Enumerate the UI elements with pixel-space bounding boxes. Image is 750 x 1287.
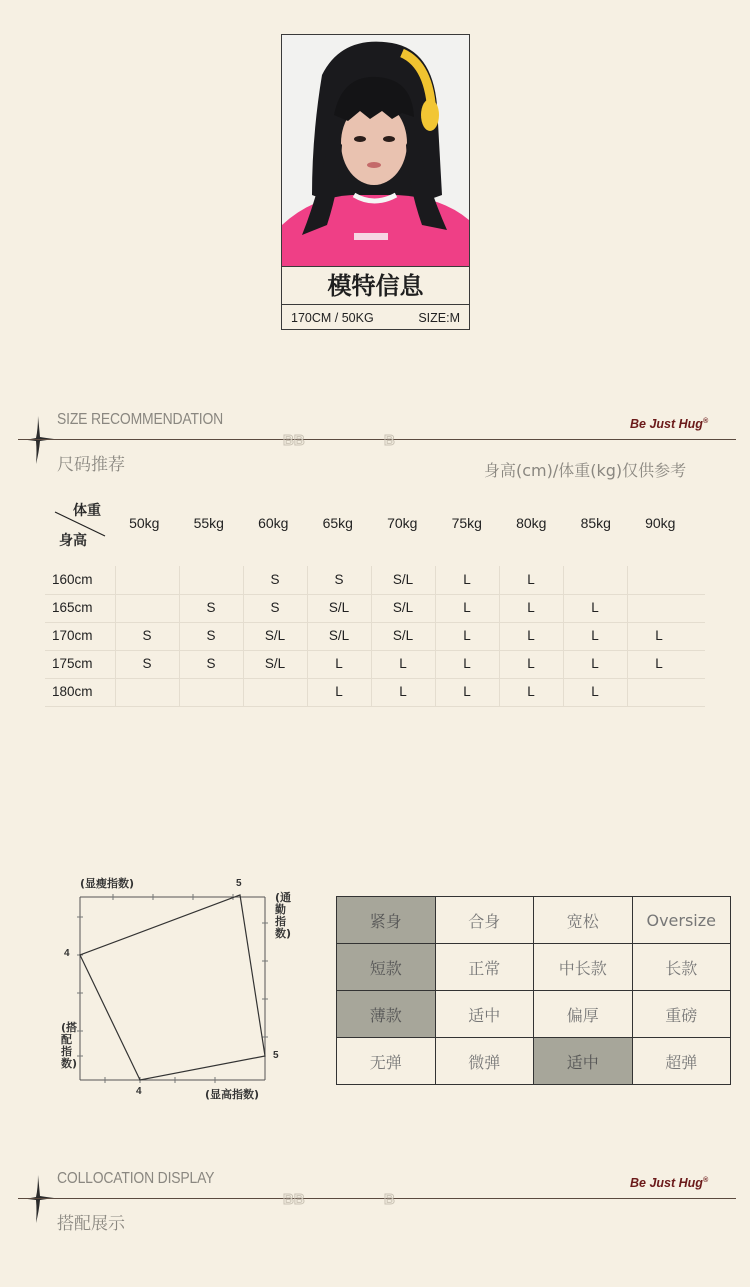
table-row (45, 566, 705, 595)
size-cell (179, 566, 243, 594)
size-cell (243, 678, 307, 706)
size-cell (627, 594, 691, 622)
size-cell (627, 566, 691, 594)
size-cell: S/L (264, 628, 286, 643)
brand-mark: ® (702, 1176, 709, 1184)
size-cell: L (335, 656, 343, 671)
weight-header-cell: 60kg (258, 515, 289, 531)
size-cell (115, 594, 179, 622)
size-cell: L (527, 684, 535, 699)
brand-logo (630, 1176, 708, 1190)
table-row (45, 622, 705, 651)
size-cell: L (591, 684, 599, 699)
attribute-cell: 中长款 (534, 944, 633, 991)
size-cell: S (206, 628, 216, 643)
weight-header-row (110, 515, 705, 535)
svg-text:BB: BB (283, 1191, 305, 1207)
svg-text:B: B (384, 1191, 395, 1207)
attribute-row (337, 897, 731, 944)
attribute-row (337, 944, 731, 991)
weight-header-cell: 55kg (193, 515, 224, 531)
fit-attribute-table (336, 896, 731, 1085)
attribute-cell: 长款 (632, 944, 731, 991)
row-height-label: 165cm (52, 600, 93, 615)
model-measurements (282, 304, 469, 331)
weight-header-cell: 65kg (322, 515, 353, 531)
weight-header-cell: 85kg (580, 515, 611, 531)
weight-header-cell: 80kg (516, 515, 547, 531)
radar-label-commute: (通勤指数) (275, 891, 292, 940)
svg-text:B: B (384, 432, 395, 448)
attribute-cell: 合身 (435, 897, 534, 944)
size-cell: S/L (328, 628, 350, 643)
size-cell: S/L (392, 572, 414, 587)
size-cell: S (270, 600, 280, 615)
attribute-cell: 超弹 (632, 1038, 731, 1085)
size-cell (627, 678, 691, 706)
size-cell: L (335, 684, 343, 699)
model-height-weight: 170CM / 50KG (291, 311, 374, 325)
weight-header-cell: 90kg (645, 515, 676, 531)
size-cell: L (463, 572, 471, 587)
weight-header-cell: 75kg (451, 515, 482, 531)
size-cell: S (206, 600, 216, 615)
radar-value-height: 4 (136, 1086, 142, 1097)
table-row (45, 678, 705, 707)
radar-value-slimming: 5 (236, 878, 242, 889)
size-cell: L (591, 628, 599, 643)
attribute-cell: 重磅 (632, 991, 731, 1038)
size-cell: L (591, 656, 599, 671)
size-cell: L (655, 628, 663, 643)
section-divider (18, 1198, 736, 1199)
b-logo-icon (384, 1191, 400, 1211)
row-height-label: 175cm (52, 656, 93, 671)
bb-logo-icon (283, 432, 313, 452)
size-cell: L (463, 656, 471, 671)
model-title: 模特信息 (282, 266, 469, 305)
attribute-row (337, 991, 731, 1038)
collocation-section-title-cn: 搭配展示 (57, 1214, 125, 1234)
size-cell: S (334, 572, 344, 587)
radar-value-commute: 5 (273, 1050, 279, 1061)
size-cell: L (463, 684, 471, 699)
row-height-label: 180cm (52, 684, 93, 699)
size-cell: L (527, 628, 535, 643)
model-info-card (281, 34, 470, 330)
row-height-label: 170cm (52, 628, 93, 643)
size-cell (115, 566, 179, 594)
size-cell: L (527, 600, 535, 615)
size-cell: L (463, 628, 471, 643)
size-cell (563, 566, 627, 594)
attribute-cell: 宽松 (534, 897, 633, 944)
size-cell (115, 678, 179, 706)
size-cell: L (591, 600, 599, 615)
size-cell: S (270, 572, 280, 587)
brand-name: Be Just Hug (630, 417, 703, 431)
size-cell: L (655, 656, 663, 671)
svg-text:BB: BB (283, 432, 305, 448)
attribute-cell-selected: 紧身 (337, 897, 436, 944)
size-cell: S (142, 628, 152, 643)
attribute-cell-selected: 短款 (337, 944, 436, 991)
size-cell: S/L (328, 600, 350, 615)
size-cell: S (142, 656, 152, 671)
table-row (45, 594, 705, 623)
size-section-title-cn: 尺码推荐 (57, 455, 125, 475)
section-divider (18, 439, 736, 440)
size-cell: L (527, 656, 535, 671)
model-photo (282, 35, 469, 266)
size-cell: L (527, 572, 535, 587)
attribute-cell: 微弹 (435, 1038, 534, 1085)
weight-header-cell: 50kg (129, 515, 160, 531)
size-note: 身高(cm)/体重(kg)仅供参考 (484, 461, 687, 480)
b-logo-icon (384, 432, 400, 452)
collocation-section-title-en: COLLOCATION DISPLAY (57, 1170, 215, 1187)
brand-mark: ® (702, 417, 709, 425)
radar-label-height: (显高指数) (205, 1088, 260, 1101)
table-row (45, 650, 705, 679)
size-cell (179, 678, 243, 706)
attribute-cell-selected: 薄款 (337, 991, 436, 1038)
brand-name: Be Just Hug (630, 1176, 703, 1190)
attribute-cell: Oversize (632, 897, 731, 944)
brand-logo (630, 417, 708, 431)
weight-header-cell: 70kg (387, 515, 418, 531)
bb-logo-icon (283, 1191, 313, 1211)
size-cell: L (399, 656, 407, 671)
size-cell: S/L (392, 600, 414, 615)
attribute-row (337, 1038, 731, 1085)
radar-value-matching: 4 (64, 948, 70, 959)
attribute-cell: 适中 (435, 991, 534, 1038)
attribute-cell: 正常 (435, 944, 534, 991)
size-cell: L (399, 684, 407, 699)
radar-label-matching: (搭配指数) (61, 1021, 78, 1070)
size-section-title-en: SIZE RECOMMENDATION (57, 411, 224, 428)
corner-height-label: 身高 (59, 533, 87, 549)
model-size: SIZE:M (418, 311, 460, 325)
size-cell: S/L (264, 656, 286, 671)
corner-weight-label: 体重 (73, 503, 101, 519)
row-height-label: 160cm (52, 572, 93, 587)
attribute-cell-selected: 适中 (534, 1038, 633, 1085)
radar-label-slimming: (显瘦指数) (80, 877, 135, 890)
attribute-cell: 无弹 (337, 1038, 436, 1085)
fit-radar-chart (55, 870, 305, 1105)
attribute-cell: 偏厚 (534, 991, 633, 1038)
size-cell: L (463, 600, 471, 615)
size-cell: S/L (392, 628, 414, 643)
size-cell: S (206, 656, 216, 671)
